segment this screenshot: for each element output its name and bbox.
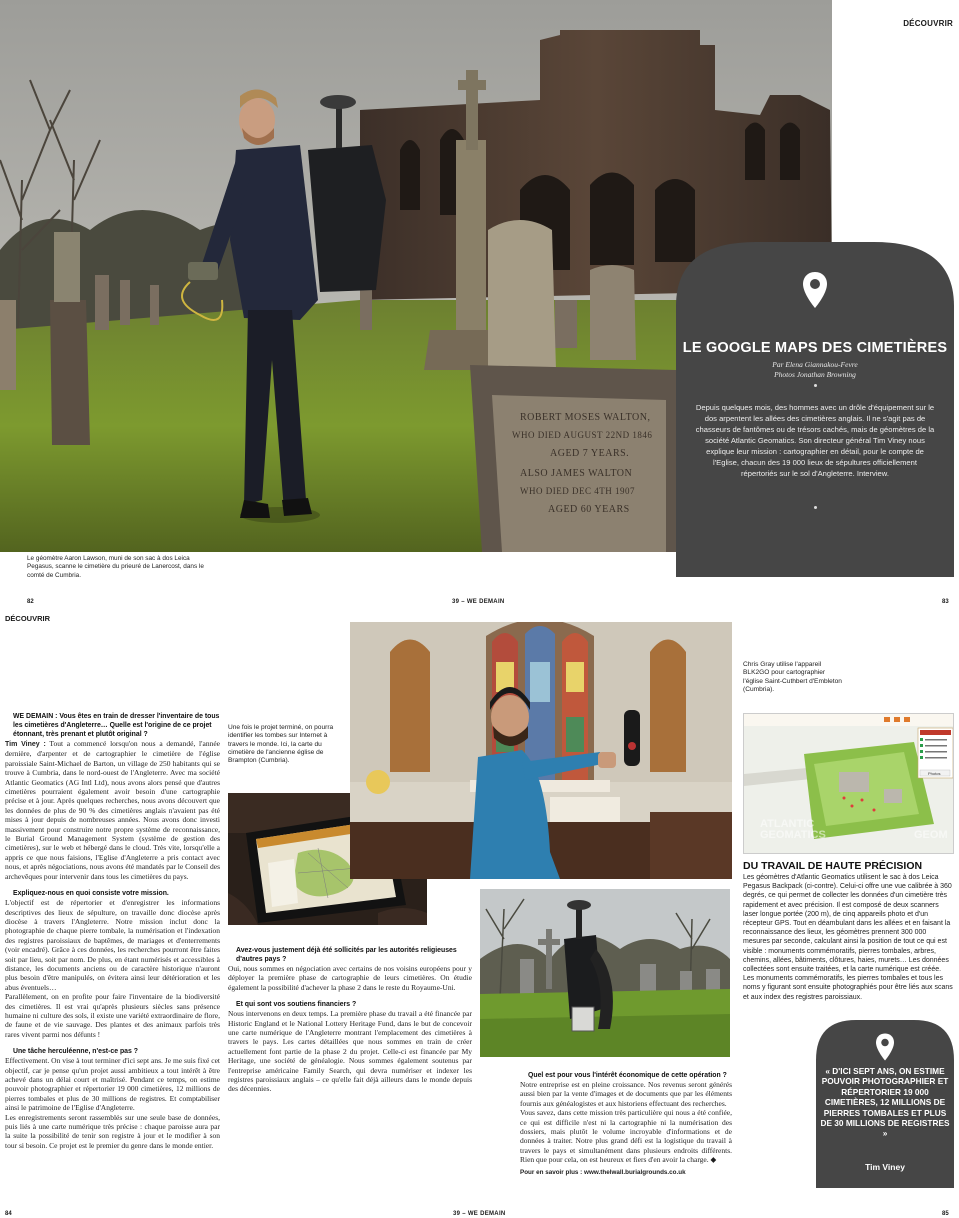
- more-info-link[interactable]: www.thelwall.burialgrounds.co.uk: [584, 1168, 686, 1176]
- interview-column-3: [520, 1071, 732, 1177]
- end-mark: ◆: [710, 1155, 717, 1165]
- headstone-line: AGED 60 YEARS: [548, 504, 630, 515]
- map-photos-button[interactable]: Photos: [928, 771, 941, 776]
- magazine-footer: 39 – WE DEMAIN: [453, 1211, 506, 1217]
- headstone-line: ROBERT MOSES WALTON,: [520, 412, 651, 423]
- location-pin-icon: [801, 270, 829, 310]
- interview-answer: Vous savez, dans cette mission très particulière qui nous a été confiée, ce qui est difficile n'est ni la cartographie ni la numérisation des dossiers, mais plutôt le volume incroyable d'informations et de données à traiter. Notre plus grand défi est la logistique du travail à travers le pays et simultanément dans plusieurs endroits différents. Rien que pour cela, on est heureux et fiers d'en avoir la charge.: [520, 1108, 732, 1165]
- interview-column-2: [228, 946, 472, 1094]
- interview-question: Une tâche herculéenne, n'est-ce pas ?: [13, 1048, 138, 1056]
- interview-answer: Tout a commencé lorsqu'on nous a demandé, l'année dernière, d'arpenter et de cartographier le cimetière de l'église paroissiale Saint-Michael de Barton, un village de 250 habitants qui se trouve à Cumbria, dans le nord-ouest de l'Angleterre. Avec ma société Atlantic Geomatics (AG Intl Ltd), nous avons alors pensé que d'autres cimetières pourraient également avoir besoin d'une cartographie précise et à jour. Après quelques recherches, nous avons découvert que les données de plus de 90 % des cimetières anglais n'avaient pas été mises à jour depuis de nombreuses années. Nous avons donc investi massivement pour construire notre propre système de reconnaissance, le Burial Ground Management System (système de gestion des cimetières), sur le web et hébergé dans le cloud. Très vite, lorsqu'elle a appris ce que nous faisions, l'Eglise d'Angleterre a pris contact avec nous, et après négociations, nous avons été mandatés par le Conseil des archevêques pour intervenir dans tous les cimetières du pays.: [5, 739, 220, 881]
- location-pin-icon: [874, 1032, 896, 1062]
- byline-photos: Photos Jonathan Browning: [774, 370, 856, 379]
- interview-answer: Notre entreprise est en pleine croissance. Nos revenus seront générés aussi bien par la vente d'images et de documents que par les éléments fournis aux généalogistes et aux historiens effectuant des recherches.: [520, 1080, 732, 1108]
- page-number: 84: [5, 1211, 12, 1217]
- headstone-line: WHO DIED AUGUST 22ND 1846: [512, 430, 653, 440]
- title-panel: [676, 242, 954, 577]
- page-number: 85: [942, 1211, 949, 1217]
- page-number: 83: [942, 599, 949, 605]
- article-title: LE GOOGLE MAPS DES CIMETIÈRES: [682, 340, 948, 356]
- more-info-label: Pour en savoir plus :: [520, 1168, 583, 1176]
- map-screenshot: [743, 713, 954, 854]
- headstone-line: ALSO JAMES WALTON: [520, 468, 633, 479]
- photo-caption: Le géomètre Aaron Lawson, muni de son sac à dos Leica Pegasus, scanne le cimetière du prieuré de Lanercost, dans le comté de Cumbria.: [27, 555, 204, 579]
- pull-quote-author: Tim Viney: [865, 1162, 905, 1172]
- pull-quote-panel: [816, 1020, 954, 1188]
- section-label: DÉCOUVRIR: [903, 19, 953, 28]
- headstone-line: WHO DIED DEC 4TH 1907: [520, 486, 635, 496]
- interview-question: Avez-vous justement déjà été sollicités par les autorités religieuses d'autres pays ?: [236, 947, 457, 963]
- sidebar-title: DU TRAVAIL DE HAUTE PRÉCISION: [743, 860, 923, 872]
- interview-column-1: [5, 712, 220, 1150]
- church-photo: [350, 622, 732, 879]
- separator-dot: [814, 506, 817, 509]
- sidebar-body: Les géomètres d'Atlantic Geomatics utilisent le sac à dos Leica Pegasus Backpack (ci-contre). Celui-ci offre une vue calibrée à 360 degrés, ce qui permet de collecter les données d'un cimetière très rapidement et avec précision. Il est composé de deux scanners laser longue portée (200 m), de cinq appareils photo et d'un récepteur GPS. Tout en déambulant dans les allées et en faisant la reconnaissance des lieux, les géomètres prennent 300 000 mesures par seconde, calculant ainsi la position de tout ce qui est visible : monuments commémoratifs, pierres tombales, arbres, chemins, allées, bâtiments, clôtures, haies, murets… Les données collectées sont ensuite traitées, et la carte numérique est créée. Les monuments commémoratifs, les pierres tombales et tous les noms y figurant sont ensuite photographiés pour être liés aux scans et aux index des registres paroissiaux.: [743, 874, 953, 1001]
- church-caption: Chris Gray utilise l'appareil BLK2GO pour cartographier l'église Saint-Cuthbert d'Embleton (Cumbria).: [743, 661, 842, 693]
- section-label: DÉCOUVRIR: [5, 614, 51, 623]
- interview-question: WE DEMAIN : Vous êtes en train de dresser l'inventaire de tous les cimetières d'Angleterre… Quelle est l'origine de ce projet étonnant, très prenant et plutôt original ?: [13, 713, 220, 738]
- map-watermark: GEOM: [914, 829, 948, 841]
- tablet-caption: Une fois le projet terminé, on pourra identifier les tombes sur Internet à travers le monde. Ici, la carte du cimetière de l'ancienne église de Brampton (Cumbria).: [228, 724, 334, 765]
- interview-answer: Les enregistrements seront rassemblés sur une seule base de données, puis liés à une carte numérique très précise : chaque paroisse aura par la suite la possibilité de tenir son registre à jour et le modifier à son tour si besoin. Ce projet est le premier du genre dans le monde entier.: [5, 1112, 220, 1150]
- backpack-photo: [480, 889, 730, 1057]
- interview-answer: Effectivement. On vise à tout terminer d'ici sept ans. Je me suis fixé cet objectif, car je pense qu'un projet aussi ambitieux a tout intérêt à être achevé dans un délai court et maîtrisé. Pendant ce temps, on estime pouvoir photographier et répertorier 19 000 cimetières, 12 millions de pierres tombales et plus de 30 millions de registres. Et comptabiliser ainsi le patrimoine de l'Eglise d'Angleterre.: [5, 1056, 220, 1113]
- article-lede: Depuis quelques mois, des hommes avec un drôle d'équipement sur le dos arpentent les allées des cimetières anglais. Il ne s'agit pas de chasseurs de fantômes ou de trésors cachés, mais de géomètres de la société Atlantic Geomatics. Son directeur général Tim Viney nous explique leur mission : cartographier en détail, pour le compte de l'Eglise, chacun des 19 000 lieux de sépultures officiellement répertoriés sur le sol d'Angleterre. Interview.: [695, 403, 935, 478]
- interview-question: Quel est pour vous l'intérêt économique de cette opération ?: [528, 1072, 727, 1079]
- interview-answer: Parallèlement, on en profite pour faire l'inventaire de la biodiversité des cimetières. Il est vrai qu'après plusieurs siècles sans présence humaine ni culture des sols, il existe une variété extraordinaire de flore, de faune et de vie sauvage. Des plantes et des animaux parfois très rares vivent parmi nos défunts !: [5, 992, 220, 1039]
- interview-question: Et qui sont vos soutiens financiers ?: [236, 1001, 357, 1009]
- headstone-line: AGED 7 YEARS.: [550, 448, 630, 459]
- pull-quote-text: « D'ICI SEPT ANS, ON ESTIME POUVOIR PHOTOGRAPHIER ET RÉPERTORIER 19 000 CIMETIÈRES, 12 MILLIONS DE PIERRES TOMBALES ET PLUS DE 30 MILLIONS DE REGISTRES »: [820, 1066, 950, 1139]
- page-number: 82: [27, 599, 34, 605]
- byline-author: Par Elena Giannakou-Fevre: [772, 360, 858, 369]
- separator-dot: [814, 384, 817, 387]
- interview-question: Expliquez-nous en quoi consiste votre mission.: [13, 890, 169, 898]
- interview-answer: Oui, nous sommes en négociation avec certains de nos voisins européens pour y déployer la première phase de cartographie de leurs cimetières. On étudie également la possibilité d'achever la phase 2 dans le reste du Royaume-Uni.: [228, 964, 472, 992]
- map-watermark: GEOMATICS: [760, 829, 826, 841]
- magazine-footer: 39 – WE DEMAIN: [452, 599, 505, 605]
- map-watermark: ATLANTIC: [760, 818, 815, 830]
- interview-answer: L'objectif est de répertorier et d'enregistrer les informations descriptives des lieux de sépulture, on travaille donc diocèse après diocèse à travers l'Angleterre. Notre mission inclut donc la photographie de chaque pierre tombale, la numérisation et l'indexation des registres paroissiaux de baptêmes, de mariages et d'enterrements (voir encadré). Grâce à ces données, les recherches pourront être faites soit par lieu, soit par nom. De plus, en étant numérisés et accessibles à distance, les documents anciens ou de caractère historique n'auront plus besoin d'être manipulés, on évitera ainsi leur détérioration et les abus éventuels…: [5, 898, 220, 992]
- interview-answer: Nous intervenons en deux temps. La première phase du travail a été financée par Historic England et le National Lottery Heritage Fund, dans le but de concevoir une carte numérique de l'Angleterre montrant l'emplacement des cimetières à travers le pays. Les cartes détaillées que nous sommes en train de créer actuellement font partie de la phase 2 du projet. Celle-ci est financée par My Heritage, une société de généalogie. Nous sommes également soutenus par l'entreprise américaine Family Search, qui devra numériser et indexer les registres paroissiaux anglais – ce qu'elle fait déjà ailleurs dans le monde depuis des décennies.: [228, 1009, 472, 1094]
- speaker-label: Tim Viney :: [5, 741, 46, 748]
